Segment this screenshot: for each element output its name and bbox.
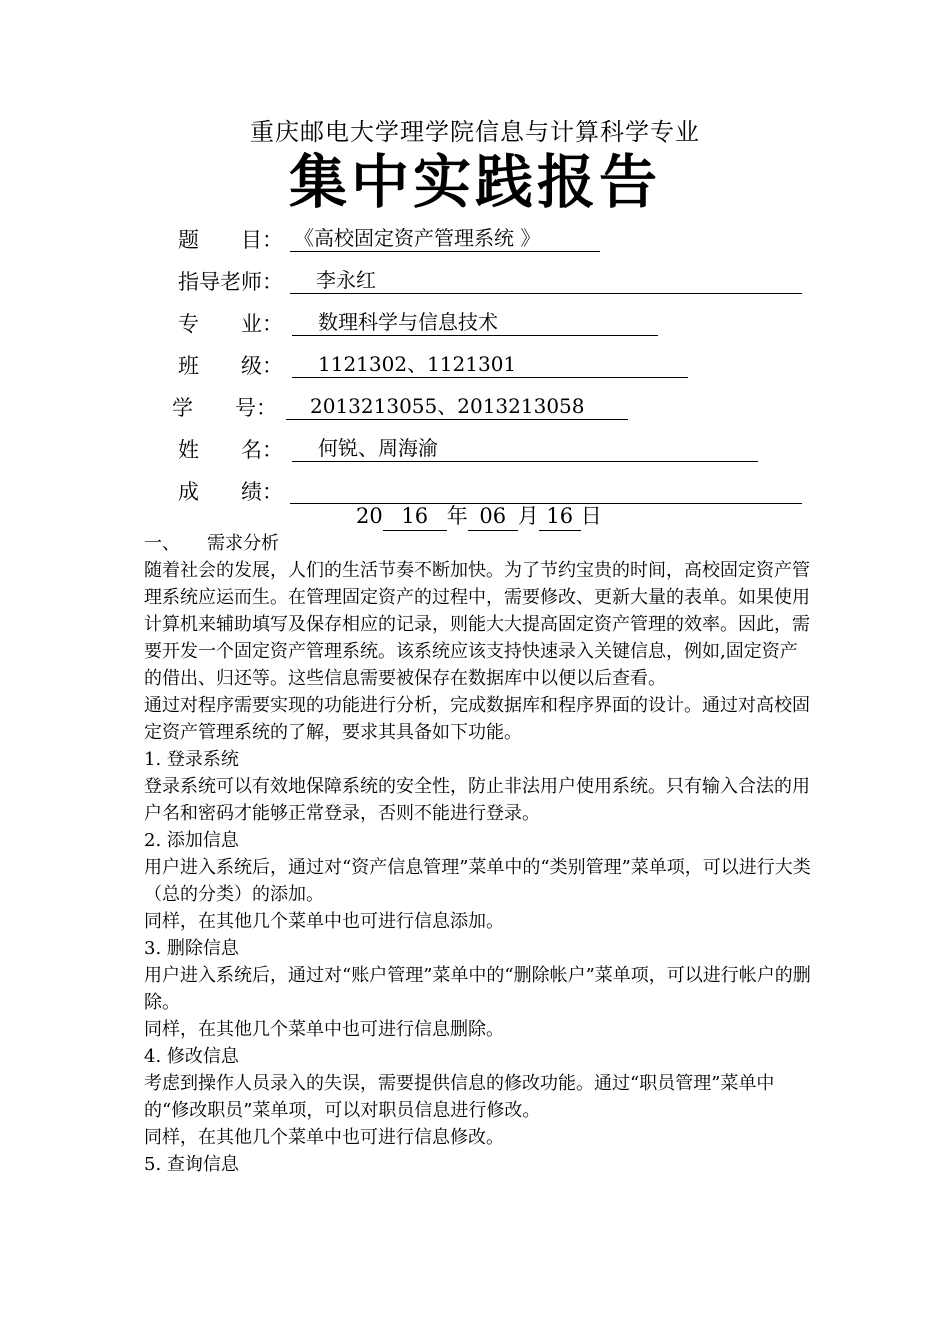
grade-value bbox=[290, 477, 802, 504]
paragraph: 考虑到操作人员录入的失误，需要提供信息的修改功能。通过“职员管理”菜单中的“修改职员”菜单项，可以对职员信息进行修改。 bbox=[144, 1073, 775, 1121]
paragraph: 同样，在其他几个菜单中也可进行信息修改。 bbox=[144, 1127, 504, 1148]
paragraph: 随着社会的发展，人们的生活节奏不断加快。为了节约宝贵的时间，高校固定资产管理系统应运而生。在管理固定资产的过程中，需要修改、更新大量的表单。如果使用计算机来辅助填写及保存相应的记录，则能大大提高固定资产管理的效率。因此，需要开发一个固定资产管理系统。该系统应该支持快速录入关键信息，例如,固定资产的借出、归还等。这些信息需要被保存在数据库中以便以后查看。 bbox=[144, 560, 810, 689]
topic-value: 《高校固定资产管理系统 》 bbox=[290, 225, 600, 252]
report-title: 集中实践报告 bbox=[288, 148, 661, 216]
section-heading: 一、 需求分析 bbox=[144, 533, 279, 554]
name-value: 何锐、周海渝 bbox=[292, 435, 758, 462]
major-value: 数理科学与信息技术 bbox=[292, 309, 658, 336]
advisor-value: 李永红 bbox=[290, 267, 802, 294]
report-body bbox=[144, 530, 814, 1178]
paragraph: 通过对程序需要实现的功能进行分析，完成数据库和程序界面的设计。通过对高校固定资产管理系统的了解，要求其具备如下功能。 bbox=[144, 695, 810, 743]
date-year: 16 bbox=[383, 502, 447, 531]
date-century: 20 bbox=[356, 504, 383, 528]
date-day-unit: 日 bbox=[580, 504, 602, 528]
topic-label: 题 目： bbox=[178, 228, 283, 252]
date-month-unit: 月 bbox=[517, 504, 539, 528]
field-student-id bbox=[172, 393, 632, 423]
grade-label: 成 绩： bbox=[178, 480, 283, 504]
class-value: 1121302、1121301 bbox=[292, 351, 688, 378]
student-id-label: 学 号： bbox=[172, 396, 277, 420]
subheading: 1. 登录系统 bbox=[144, 749, 239, 770]
university-line: 重庆邮电大学理学院信息与计算科学专业 bbox=[250, 118, 700, 146]
date-year-unit: 年 bbox=[446, 504, 468, 528]
paragraph: 同样，在其他几个菜单中也可进行信息添加。 bbox=[144, 911, 504, 932]
field-major bbox=[178, 309, 668, 339]
advisor-label: 指导老师： bbox=[178, 270, 283, 294]
subheading: 5. 查询信息 bbox=[144, 1154, 239, 1175]
subheading: 4. 修改信息 bbox=[144, 1046, 239, 1067]
field-topic bbox=[178, 225, 608, 255]
subheading: 3. 删除信息 bbox=[144, 938, 239, 959]
paragraph: 同样，在其他几个菜单中也可进行信息删除。 bbox=[144, 1019, 504, 1040]
name-label: 姓 名： bbox=[178, 438, 283, 462]
field-advisor bbox=[178, 267, 808, 297]
field-class bbox=[178, 351, 698, 381]
paragraph: 用户进入系统后，通过对“账户管理”菜单中的“删除帐户”菜单项，可以进行帐户的删除。 bbox=[144, 965, 811, 1013]
field-name bbox=[178, 435, 768, 465]
paragraph: 用户进入系统后，通过对“资产信息管理”菜单中的“类别管理”菜单项，可以进行大类（总的分类）的添加。 bbox=[144, 857, 811, 905]
class-label: 班 级： bbox=[178, 354, 283, 378]
paragraph: 登录系统可以有效地保障系统的安全性，防止非法用户使用系统。只有输入合法的用户名和密码才能够正常登录，否则不能进行登录。 bbox=[144, 776, 810, 824]
report-date bbox=[356, 502, 602, 531]
student-id-value: 2013213055、2013213058 bbox=[286, 393, 628, 420]
subheading: 2. 添加信息 bbox=[144, 830, 239, 851]
major-label: 专 业： bbox=[178, 312, 283, 336]
date-month: 06 bbox=[468, 502, 518, 531]
date-day: 16 bbox=[539, 502, 581, 531]
